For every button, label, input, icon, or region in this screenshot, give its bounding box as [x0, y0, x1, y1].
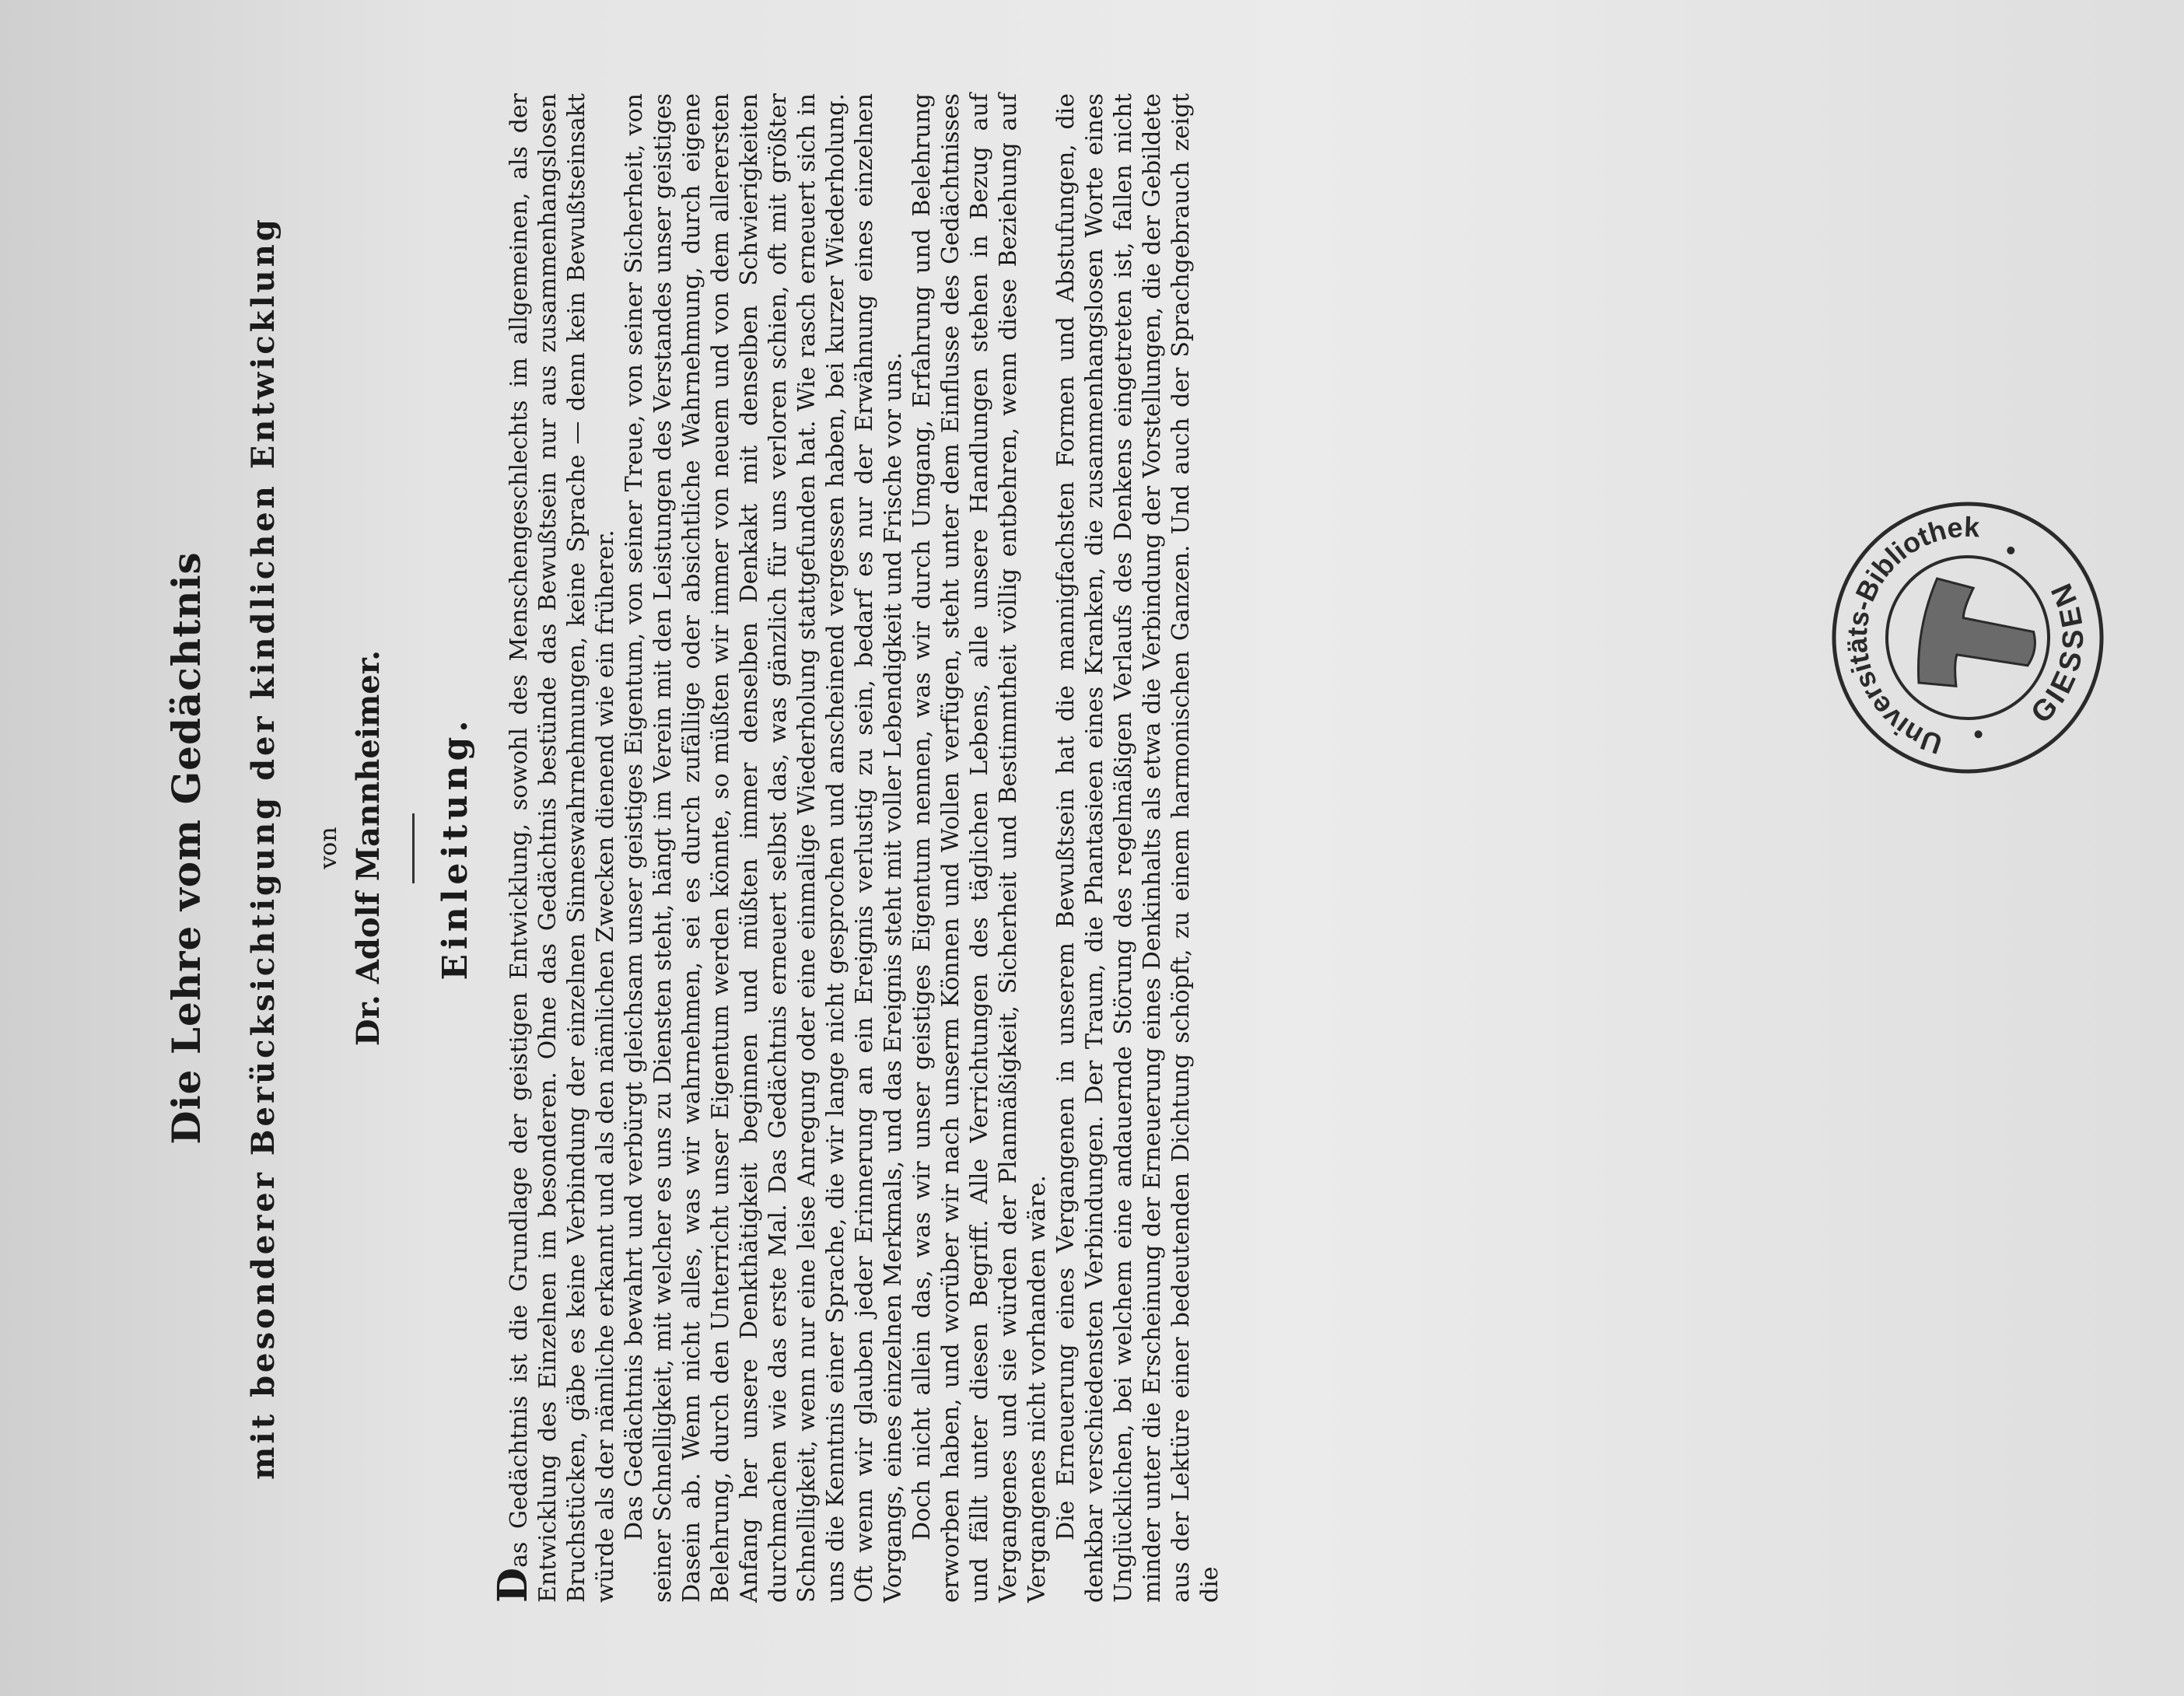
page-content [117, 93, 2123, 1603]
stamp-dot-right [2007, 546, 2016, 555]
paragraph-text: as Gedächtnis ist die Grundlage der geistigen Entwicklung, sowohl des Menschengeschlechts im allgemeinen, als der Entwicklung des Einzelnen im besonderen. Ohne das Gedächtnis bestünde das Bewußtsein nur aus zusammenhangslosen Bruchstücken, gäbe es keine Verbindung der einzelnen Sinneswahrnehmungen, keine Sprache — denn kein Bewußtseinsakt würde als der nämliche erkannt und als den nämlichen Zwecken dienend wie ein früherer. [506, 93, 619, 1603]
document-title: Die Lehre vom Gedächtnis [163, 551, 209, 1145]
library-stamp [1828, 498, 2108, 778]
document-subtitle: mit besonderer Berücksichtigung der kindlichen Entwicklung [245, 216, 282, 1480]
paragraph-1 [489, 93, 620, 1603]
byline: von [315, 827, 342, 869]
paragraph-text: Das Gedächtnis bewahrt und verbürgt gleichsam unser geistiges Eigentum, von seiner Treue, von seiner Sicherheit, von seiner Schnelligkeit, mit welcher es uns zu Diensten steht, hängt im Verein mit den Leistungen des Verstandes unser geistiges Dasein ab. Wenn nicht alles, was wir wahrnehmen, sei es durch zufällige oder absichtliche Wahrnehmung, durch eigene Belehrung, durch den Unterricht unser Eigentum werden könnte, so müßten wir immer von neuem und von dem allerersten Anfang her unsere Denkthätigkeit beginnen und müßten immer denselben Denkakt mit denselben Schwierigkeiten durchmachen wie das erste Mal. Das Gedächtnis erneuert selbst das, was gänzlich für uns verloren schien, oft mit größter Schnelligkeit, wenn nur eine leise Anregung oder eine einmalige Wiederholung stattgefunden hat. Wie rasch erneuert sich in uns die Kenntnis einer Sprache, die wir lange nicht gesprochen und anscheinend vergessen haben, bei kurzer Wiederholung. Oft wenn wir glauben jeder Erinnerung an ein Ereignis verlustig zu sein, bedarf es nur der Erwähnung eines einzelnen Vorgangs, eines einzelnen Merkmals, und das Ereignis steht mit voller Lebendigkeit und Frische vor uns. [621, 93, 907, 1603]
paragraph-3 [908, 93, 1052, 1603]
paragraph-text: Doch nicht allein das, was wir unser geistiges Eigentum nennen, was wir durch Umgang, Erfahrung und Belehrung erworben haben, und worüber wir nach unserm Können und Wollen verfügen, steht unter dem Einflusse des Gedächtnisses und fällt unter diesen Begriff. Alle Verrichtungen des täglichen Lebens, alle unsere Handlungen stehen in Bezug auf Vergangenes und sie würden der Planmäßigkeit, Sicherheit und Bestimmtheit völlig entbehren, wenn diese Beziehung auf Vergangenes nicht vorhanden wäre. [908, 93, 1051, 1603]
tau-cross-emblem [1913, 578, 2043, 701]
body-text [489, 93, 1224, 1603]
stamp-dot-left [1974, 729, 1983, 739]
paragraph-2 [620, 93, 908, 1603]
stamp-bottom-text: GIESSEN [2025, 579, 2091, 730]
section-heading: Einleitung. [436, 715, 475, 981]
paragraph-4 [1052, 93, 1224, 1603]
drop-cap: D [489, 1567, 537, 1603]
paragraph-text: Die Erneuerung eines Vergangenen in unserem Bewußtsein hat die mannigfachsten Formen und Abstufungen, die denkbar verschiedensten Verbindungen. Der Traum, die Phantasieen eines Kranken, die zusammenhangslosen Worte eines Unglücklichen, bei welchem eine andauernde Störung des regelmäßigen Verlaufs des Denkens eingetreten ist, fallen nicht minder unter die Erscheinung der Erneuerung eines Denkinhalts als etwa die Verbindung der Vorstellungen, die der Gebildete aus der Lektüre einer bedeutenden Dichtung schöpft, zu einem harmonischen Ganzen. Und auch der Sprachgebrauch zeigt die [1052, 93, 1223, 1603]
divider [412, 813, 415, 883]
author-name: Dr. Adolf Mannheimer. [350, 649, 387, 1047]
stamp-top-text: Universitäts-Bibliothek [1840, 510, 1980, 761]
